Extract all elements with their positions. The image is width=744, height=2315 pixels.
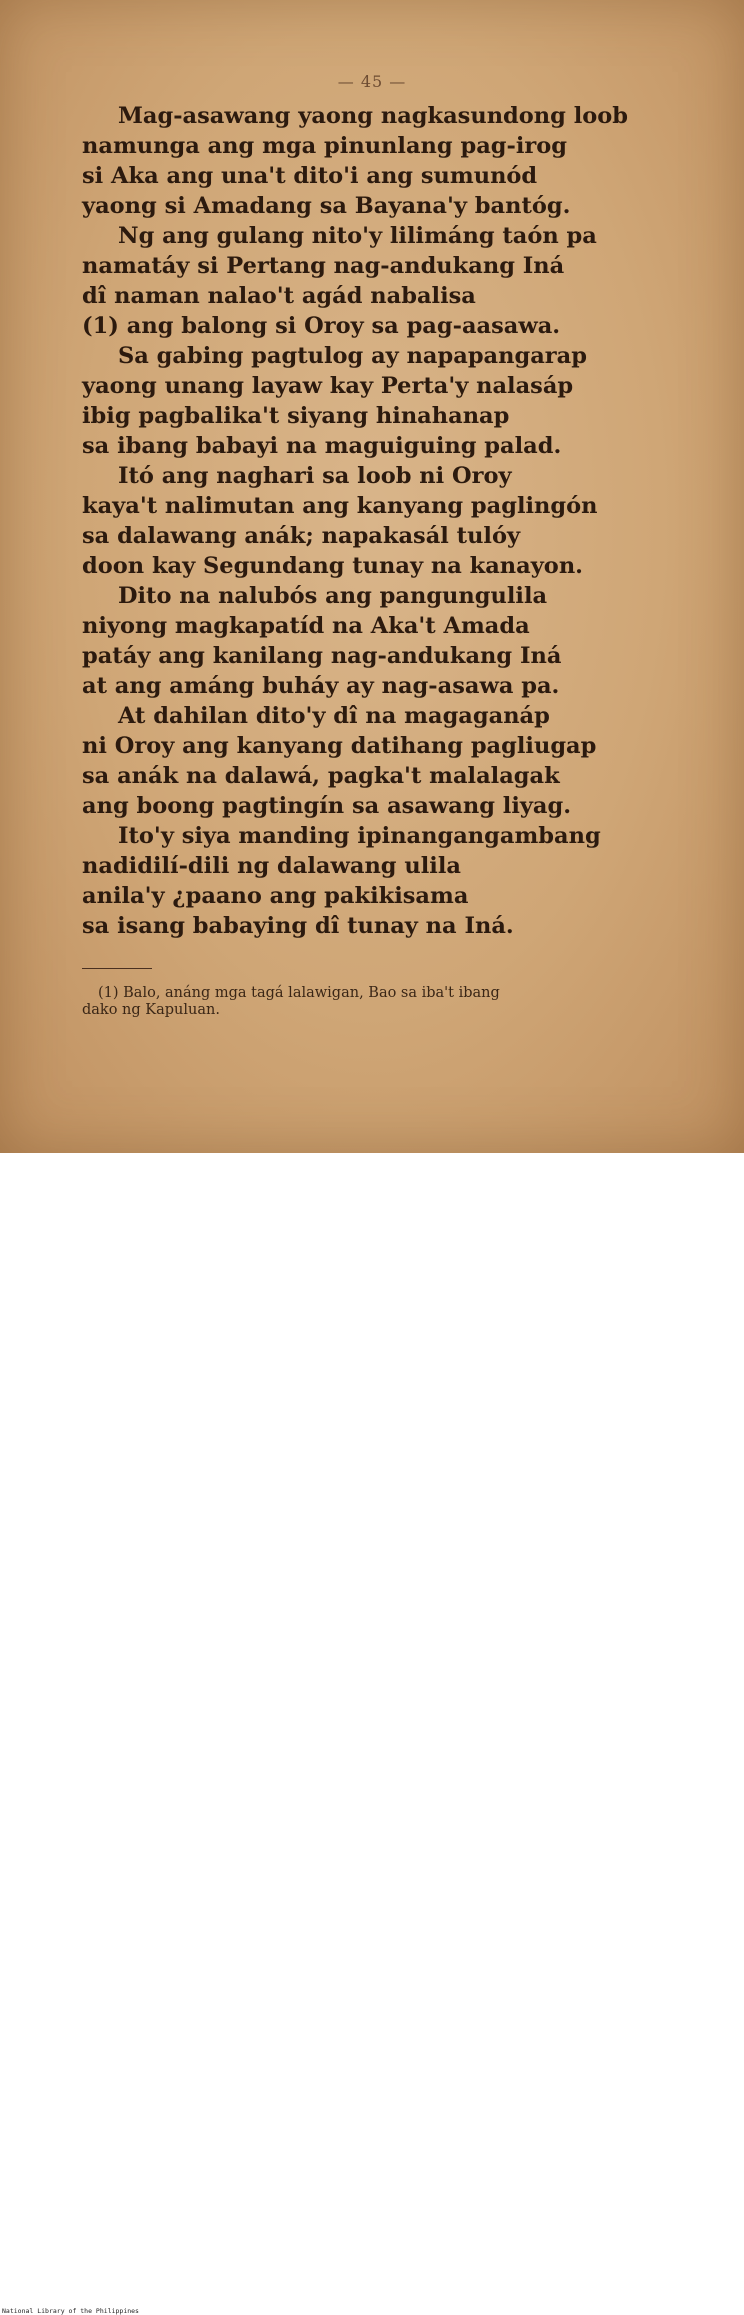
poem-line: ni Oroy ang kanyang datihang pagliugap: [82, 733, 597, 759]
poem-line: dî naman nalao't agád nabalisa: [82, 283, 476, 309]
poem-line: sa anák na dalawá, pagka't malalagak: [82, 763, 560, 789]
poem: [82, 101, 662, 941]
poem-line: Itó ang naghari sa loob ni Oroy: [118, 463, 512, 489]
poem-line: anila'y ¿paano ang pakikisama: [82, 883, 469, 909]
poem-line: Mag-asawang yaong nagkasundong loob: [118, 103, 629, 129]
stanza: [82, 221, 662, 341]
poem-line: at ang amáng buháy ay nag-asawa pa.: [82, 673, 560, 699]
poem-line: doon kay Segundang tunay na kanayon.: [82, 553, 584, 579]
poem-line: yaong si Amadang sa Bayana'y bantóg.: [82, 193, 571, 219]
footnote: [82, 985, 672, 1019]
poem-line: Dito na nalubós ang pangungulila: [118, 583, 548, 609]
poem-line: niyong magkapatíd na Aka't Amada: [82, 613, 530, 639]
poem-line: si Aka ang una't dito'i ang sumunód: [82, 163, 538, 189]
poem-line: kaya't nalimutan ang kanyang paglingón: [82, 493, 598, 519]
poem-line: Ito'y siya manding ipinangangambang: [118, 823, 601, 849]
credit-strip: [0, 1153, 744, 2315]
poem-line: At dahilan dito'y dî na magaganáp: [118, 703, 550, 729]
poem-line: ibig pagbalika't siyang hinahanap: [82, 403, 510, 429]
book-page: [0, 0, 744, 1153]
poem-line: Ng ang gulang nito'y lilimáng taón pa: [118, 223, 597, 249]
footnote-line: (1) Balo, anáng mga tagá lalawigan, Bao sa iba't ibang: [98, 985, 500, 1001]
poem-line: sa ibang babayi na maguiguing palad.: [82, 433, 562, 459]
stanza: [82, 701, 662, 821]
poem-line: sa isang babaying dî tunay na Iná.: [82, 913, 514, 939]
footnote-line: dako ng Kapuluan.: [82, 1002, 220, 1018]
stanza: [82, 101, 662, 221]
poem-line: namunga ang mga pinunlang pag-irog: [82, 133, 567, 159]
poem-line: namatáy si Pertang nag-andukang Iná: [82, 253, 565, 279]
poem-line: (1) ang balong si Oroy sa pag-aasawa.: [82, 313, 561, 339]
poem-line: patáy ang kanilang nag-andukang Iná: [82, 643, 562, 669]
poem-line: Sa gabing pagtulog ay napapangarap: [118, 343, 587, 369]
library-credit: National Library of the Philippines: [2, 2307, 139, 2315]
stanza: [82, 821, 662, 941]
poem-line: nadidilí-dili ng dalawang ulila: [82, 853, 461, 879]
stanza: [82, 581, 662, 701]
stanza: [82, 461, 662, 581]
page-number: — 45 —: [337, 72, 407, 91]
poem-line: ang boong pagtingín sa asawang liyag.: [82, 793, 572, 819]
poem-line: yaong unang layaw kay Perta'y nalasáp: [82, 373, 574, 399]
footnote-divider: [82, 968, 152, 969]
stanza: [82, 341, 662, 461]
poem-line: sa dalawang anák; napakasál tulóy: [82, 523, 521, 549]
